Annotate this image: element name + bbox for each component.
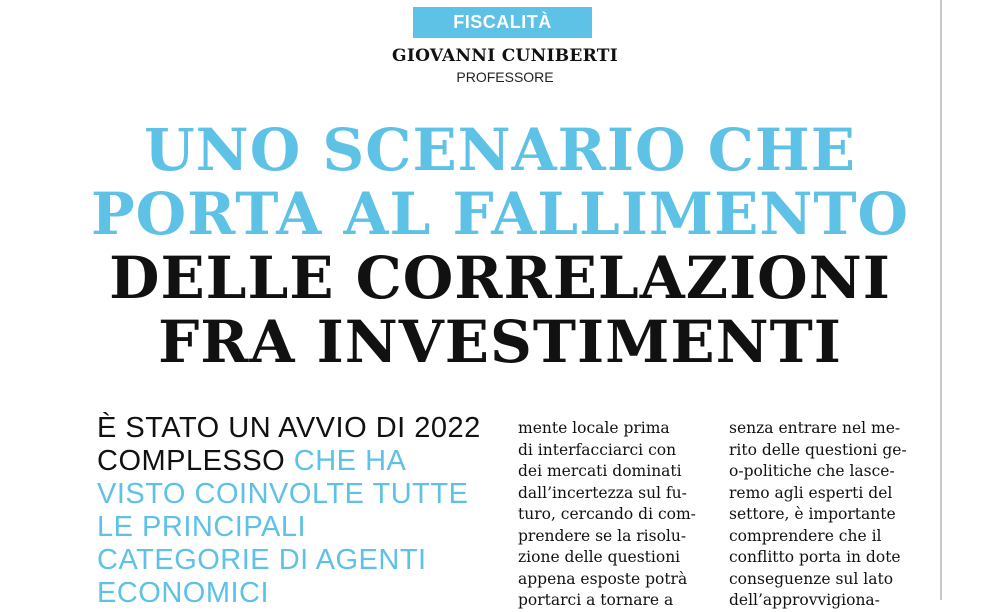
column-line: dall’incertezza sul fu- [518, 483, 687, 502]
headline-line-3: DELLE CORRELAZIONI [109, 244, 891, 312]
column-line: comprendere che il [729, 526, 882, 545]
section-badge: FISCALITÀ [413, 7, 592, 38]
column-line: dei mercati dominati [518, 462, 682, 480]
headline [0, 118, 1000, 374]
headline-line-2: PORTA AL FALLIMENTO [90, 180, 910, 248]
column-line: conflitto porta in dote [729, 548, 901, 566]
column-line: turo, cercando di com- [518, 505, 696, 523]
lead-dark-text: È STATO UN AVVIO DI 2022 COMPLESSO [97, 412, 481, 477]
column-line: settore, è importante [729, 505, 896, 523]
column-line: conseguenze sul lato [729, 569, 894, 588]
column-line: dell’approvvigiona- [729, 591, 880, 609]
column-line: mente locale prima [518, 419, 670, 437]
headline-line-1: UNO SCENARIO CHE [144, 116, 856, 184]
column-line: o-politiche che lasce- [729, 462, 895, 480]
column-line: remo agli esperti del [729, 483, 893, 502]
column-line: zione delle questioni [518, 548, 681, 566]
column-line: rito delle questioni ge- [729, 440, 907, 459]
column-line: appena esposte potrà [518, 569, 688, 588]
body-column-2 [729, 418, 909, 612]
column-line: di interfacciarci con [518, 440, 677, 459]
author-name: GIOVANNI CUNIBERTI [392, 46, 618, 66]
column-line: portarci a tornare a [518, 591, 674, 609]
body-column-1 [518, 418, 698, 612]
column-line: prendere se la risolu- [518, 526, 687, 545]
column-line: senza entrare nel me- [729, 419, 901, 437]
lead-accent-text: CHE HA VISTO COINVOLTE TUTTE LE PRINCIPALI CATEGORIE DI AGENTI ECONOMICI [97, 445, 469, 609]
lead-paragraph [97, 412, 487, 610]
headline-line-4: FRA INVESTIMENTI [158, 308, 842, 376]
author-role: PROFESSORE [456, 69, 554, 85]
